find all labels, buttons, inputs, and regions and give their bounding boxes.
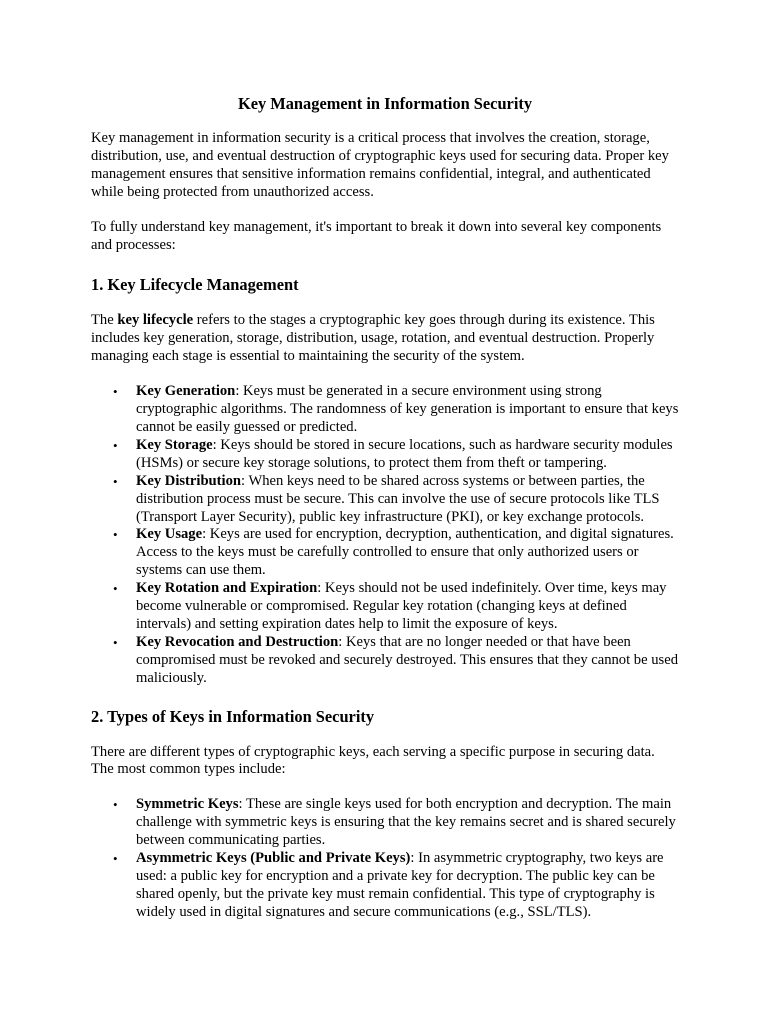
list-item-text: : Keys that are no longer needed or that have been compromised must be revoked and securely destroyed. This ensures that they cannot be used maliciously.: [136, 633, 678, 686]
list-item-text: : Keys should be stored in secure locations, such as hardware security modules (HSMs) or secure key storage solutions, to protect them from theft or tampering.: [136, 436, 673, 471]
list-item-text: : Keys are used for encryption, decryption, authentication, and digital signatures. Access to the keys must be carefully controlled to ensure that only authorized users or systems can use them.: [136, 526, 674, 579]
list-item-term: Key Rotation and Expiration: [136, 580, 318, 597]
document-content: [91, 94, 679, 922]
bullet-icon: •: [113, 473, 118, 489]
section-2-paragraph: There are different types of cryptographic keys, each serving a specific purpose in securing data. The most common types include:: [91, 743, 655, 778]
intro-paragraph: Key management in information security is a critical process that involves the creation, storage, distribution, use, and eventual destruction of cryptographic keys used for securing data. Proper key management ensures that sensitive information remains confidential, integral, and authenticated while being protected from unauthorized access.: [91, 130, 669, 200]
bullet-icon: •: [113, 581, 118, 597]
list-item: [113, 633, 679, 688]
list-item-term: Symmetric Keys: [136, 796, 239, 813]
list-item: [113, 526, 679, 580]
bullet-icon: •: [113, 384, 118, 400]
list-item-term: Key Storage: [136, 436, 213, 453]
bullet-icon: •: [113, 797, 118, 813]
list-item-text: : These are single keys used for both encryption and decryption. The main challenge with symmetric keys is ensuring that the key remains secret and is shared securely between communicating parties.: [136, 796, 676, 849]
document-title: Key Management in Information Security: [237, 94, 533, 113]
section-1-para-bold: key lifecycle: [117, 312, 194, 329]
lifecycle-list: [91, 383, 679, 687]
bullet-icon: •: [113, 634, 118, 650]
section-2-heading: 2. Types of Keys in Information Security: [91, 706, 375, 726]
list-item-term: Key Distribution: [136, 472, 241, 489]
bullet-icon: •: [113, 527, 118, 543]
list-item-text: : When keys need to be shared across systems or between parties, the distribution process must be secure. This can involve the use of secure protocols like TLS (Transport Layer Security), public key infrastructure (PKI), or key exchange protocols.: [136, 472, 660, 525]
list-item: [113, 383, 679, 437]
section-1-para-post: refers to the stages a cryptographic key goes through during its existence. This includes key generation, storage, distribution, usage, rotation, and eventual destruction. Properly managing each stage is essential to maintaining the security of the system.: [91, 312, 655, 365]
list-item-term: Key Generation: [136, 383, 236, 400]
list-item-text: : Keys must be generated in a secure environment using strong cryptographic algorithms. The randomness of key generation is important to ensure that keys cannot be easily guessed or predicted.: [136, 383, 679, 435]
bullet-icon: •: [113, 437, 118, 453]
list-item-term: Asymmetric Keys (Public and Private Keys): [136, 850, 411, 867]
list-item-text: : In asymmetric cryptography, two keys are used: a public key for encryption and a private key for decryption. The public key can be shared openly, but the private key must remain confidential. This type of cryptography is widely used in digital signatures and secure communications (e.g., SSL/TLS).: [136, 850, 664, 920]
bullet-icon: •: [113, 851, 118, 867]
section-1-paragraph: [91, 312, 679, 366]
list-item: [113, 472, 679, 527]
list-item-term: Key Revocation and Destruction: [136, 633, 339, 650]
section-1-para-pre: The: [91, 312, 118, 329]
list-item-term: Key Usage: [136, 526, 203, 543]
section-1-heading: 1. Key Lifecycle Management: [91, 275, 299, 295]
list-item: [113, 850, 679, 922]
intro-paragraph-2: To fully understand key management, it's important to break it down into several key components and processes:: [91, 218, 662, 253]
list-item: [113, 580, 679, 634]
key-types-list: [91, 796, 679, 921]
list-item: [113, 796, 679, 850]
list-item-text: : Keys should not be used indefinitely. Over time, keys may become vulnerable or compromised. Regular key rotation (changing keys at defined intervals) and setting expiration dates help to limit the exposure of keys.: [136, 580, 667, 632]
list-item: [113, 436, 679, 473]
